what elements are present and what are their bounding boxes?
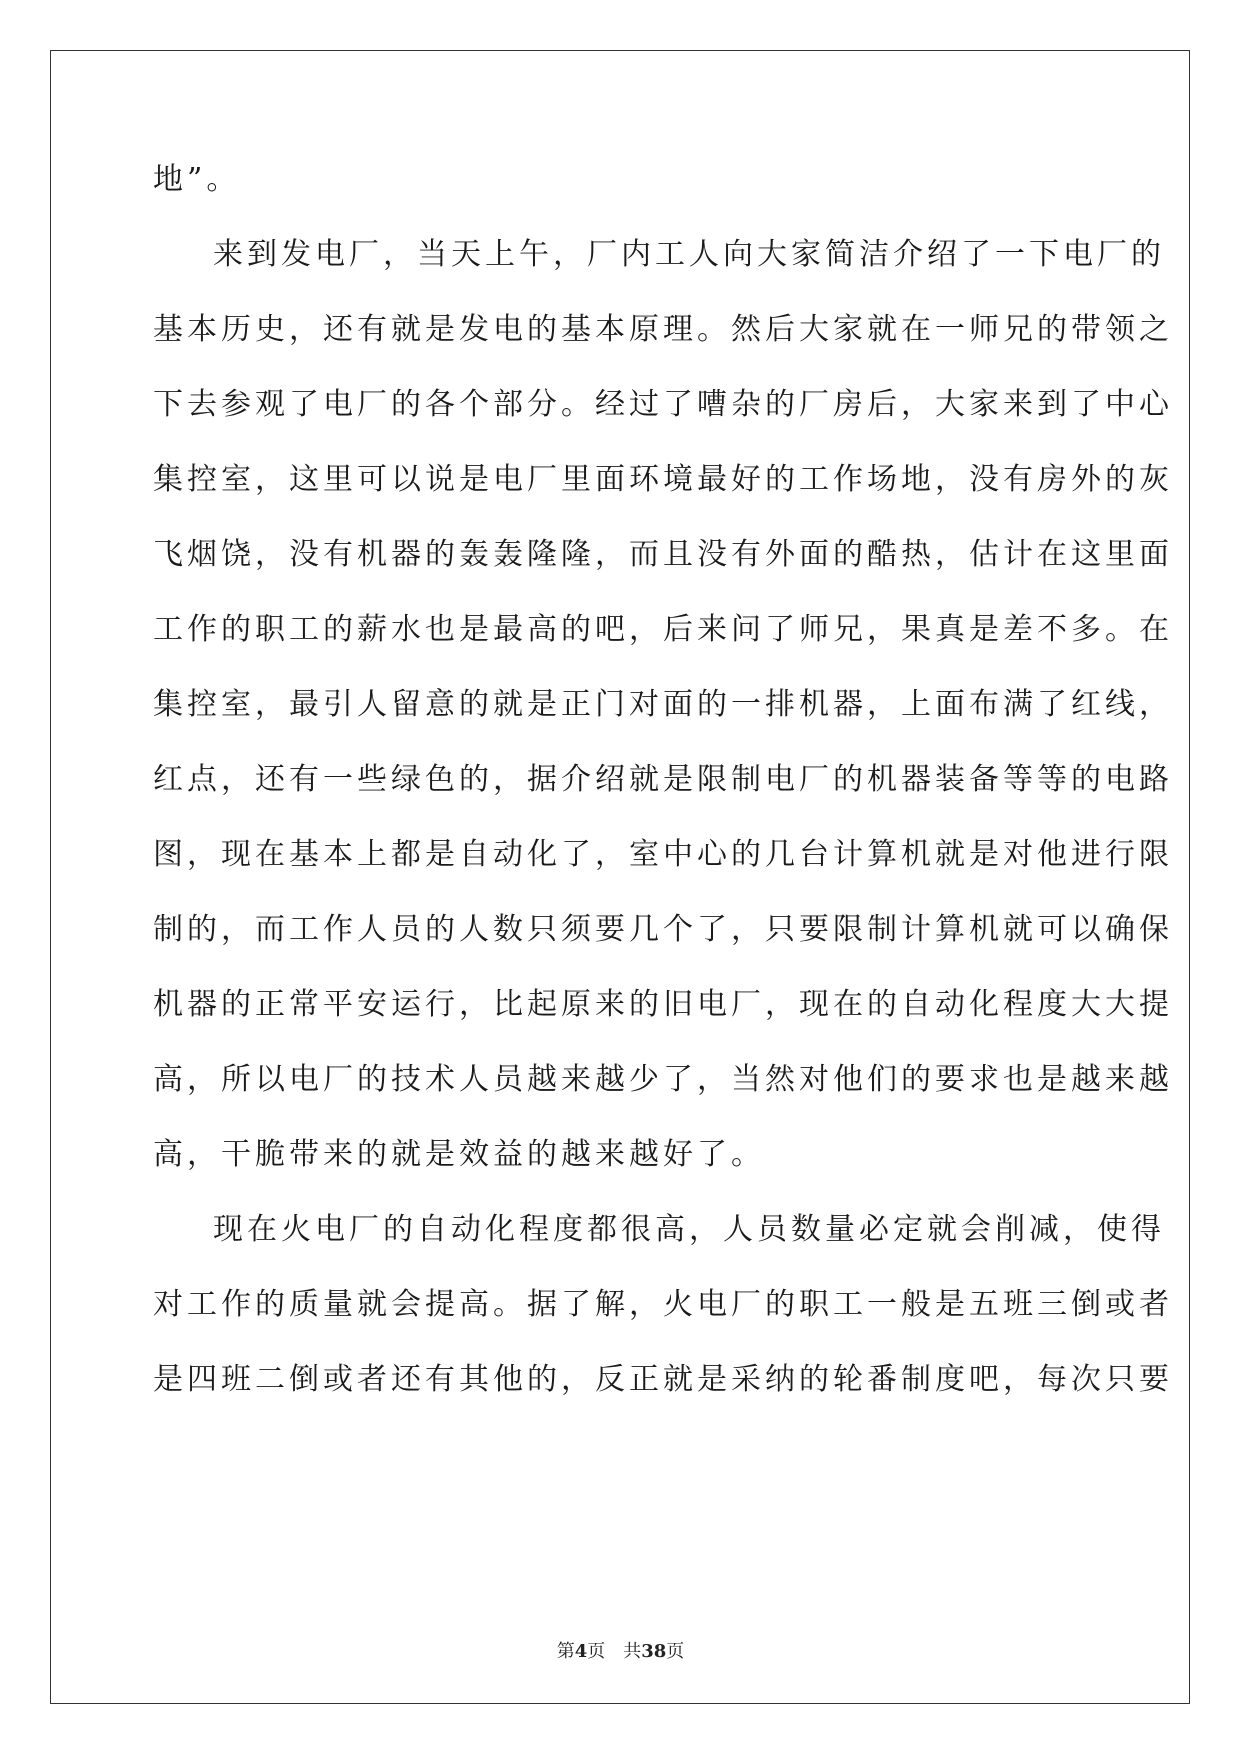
text-line: 飞烟饶，没有机器的轰轰隆隆，而且没有外面的酷热，估计在这里面 [153,537,1173,572]
text-line: 高，干脆带来的就是效益的越来越好了。 [153,1137,765,1172]
text-line: 机器的正常平安运行，比起原来的旧电厂，现在的自动化程度大大提 [153,987,1173,1022]
total-suffix: 页 [666,1641,685,1662]
text-line: 集控室，这里可以说是电厂里面环境最好的工作场地，没有房外的灰 [153,462,1173,497]
page-prefix: 第 [556,1641,575,1662]
text-line: 工作的职工的薪水也是最高的吧，后来问了师兄，果真是差不多。在 [153,612,1173,647]
text-line: 是四班二倒或者还有其他的，反正就是采纳的轮番制度吧，每次只要 [153,1362,1173,1397]
text-line: 地”。 [153,162,241,197]
text-line: 制的，而工作人员的人数只须要几个了，只要限制计算机就可以确保 [153,912,1173,947]
total-prefix: 共 [623,1641,642,1662]
text-line: 下去参观了电厂的各个部分。经过了嘈杂的厂房后，大家来到了中心 [153,387,1173,422]
page-footer [0,1640,1241,1664]
total-pages: 38 [641,1641,667,1662]
text-line: 红点，还有一些绿色的，据介绍就是限制电厂的机器装备等等的电路 [153,762,1173,797]
paragraph-first-line: 来到发电厂，当天上午，厂内工人向大家简洁介绍了一下电厂的 [213,237,1165,272]
paragraph-first-line: 现在火电厂的自动化程度都很高，人员数量必定就会削减，使得 [213,1212,1165,1247]
text-line: 基本历史，还有就是发电的基本原理。然后大家就在一师兄的带领之 [153,312,1173,347]
text-line: 高，所以电厂的技术人员越来越少了，当然对他们的要求也是越来越 [153,1062,1173,1097]
document-body [153,162,1173,1440]
page-number: 4 [574,1641,588,1662]
page-suffix: 页 [587,1641,606,1662]
text-line: 对工作的质量就会提高。据了解，火电厂的职工一般是五班三倒或者 [153,1287,1173,1322]
text-line: 图，现在基本上都是自动化了，室中心的几台计算机就是对他进行限 [153,837,1173,872]
text-line: 集控室，最引人留意的就是正门对面的一排机器，上面布满了红线， [153,687,1173,722]
